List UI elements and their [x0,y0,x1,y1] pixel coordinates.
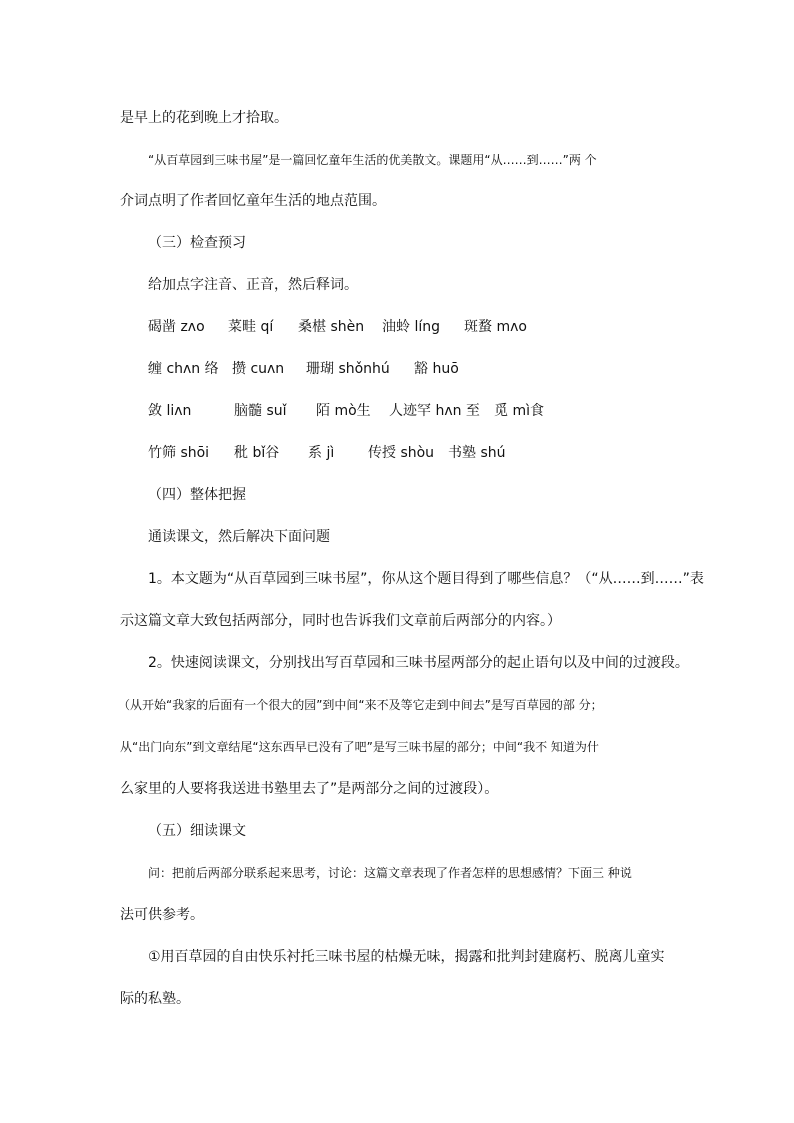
paragraph-line: 从“出门向东”到文章结尾“这东西早已没有了吧”是写三味书屋的部分；中间“我不 知道为什 [120,740,599,754]
vocab-item: 油蛉 líng [382,319,440,335]
vocab-item: 秕 bǐ谷 [234,445,280,461]
section-heading: （三）检查预习 [148,235,246,251]
paragraph-line: 法可供参考。 [120,907,204,923]
vocab-item: 菜畦 qí [228,319,274,335]
vocab-item: 碣凿 zʌo [148,319,205,335]
paragraph-line: “从百草园到三味书屋”是一篇回忆童年生活的优美散文。课题用“从……到……”两 个 [148,153,597,167]
vocab-item: 传授 shòu [368,445,435,461]
vocab-item: 觅 mì食 [494,403,544,419]
vocab-item: 人迹罕 hʌn 至 [389,403,480,419]
vocab-item: 敛 liʌn [148,403,192,419]
vocab-item: 陌 mò生 [316,403,371,419]
paragraph-line: 1。本文题为“从百草园到三味书屋”，你从这个题目得到了哪些信息？（“从……到……”表 [148,571,704,587]
section-heading: （五）细读课文 [148,823,246,839]
vocab-item: 珊瑚 shǒnhú [306,361,390,377]
paragraph-line: 示这篇文章大致包括两部分，同时也告诉我们文章前后两部分的内容。） [120,613,561,629]
paragraph-line: 么家里的人要将我送进书塾里去了”是两部分之间的过渡段）。 [120,781,499,797]
vocab-item: 系 jì [308,445,335,461]
paragraph-line: 2。快速阅读课文，分别找出写百草园和三味书屋两部分的起止语句以及中间的过渡段。 [148,655,689,671]
vocab-item: 书塾 shú [448,445,506,461]
paragraph-line: 是早上的花到晚上才拾取。 [120,110,288,126]
vocab-item: 斑蝥 mʌo [464,319,527,335]
paragraph-line: ①用百草园的自由快乐衬托三味书屋的枯燥无味，揭露和批判封建腐朽、脱离儿童实 [148,949,665,965]
vocab-item: 豁 huō [414,361,459,377]
paragraph-line: 给加点字注音、正音，然后释词。 [148,277,358,293]
paragraph-line: 通读课文，然后解决下面问题 [148,529,330,545]
paragraph-line: 际的私塾。 [120,991,190,1007]
paragraph-line: （从开始“我家的后面有一个很大的园”到中间“来不及等它走到中间去”是写百草园的部 分； [118,698,603,712]
vocab-item: 脑髓 suǐ [234,403,287,419]
paragraph-line: 介词点明了作者回忆童年生活的地点范围。 [120,193,386,209]
vocab-item: 攒 cuʌn [232,361,285,377]
vocab-item: 缠 chʌn 络 [148,361,219,377]
section-heading: （四）整体把握 [148,487,246,503]
vocab-item: 竹筛 shōi [148,445,210,461]
paragraph-line: 问：把前后两部分联系起来思考，讨论：这篇文章表现了作者怎样的思想感情？下面三 种说 [148,866,632,880]
vocab-item: 桑椹 shèn [298,319,365,335]
